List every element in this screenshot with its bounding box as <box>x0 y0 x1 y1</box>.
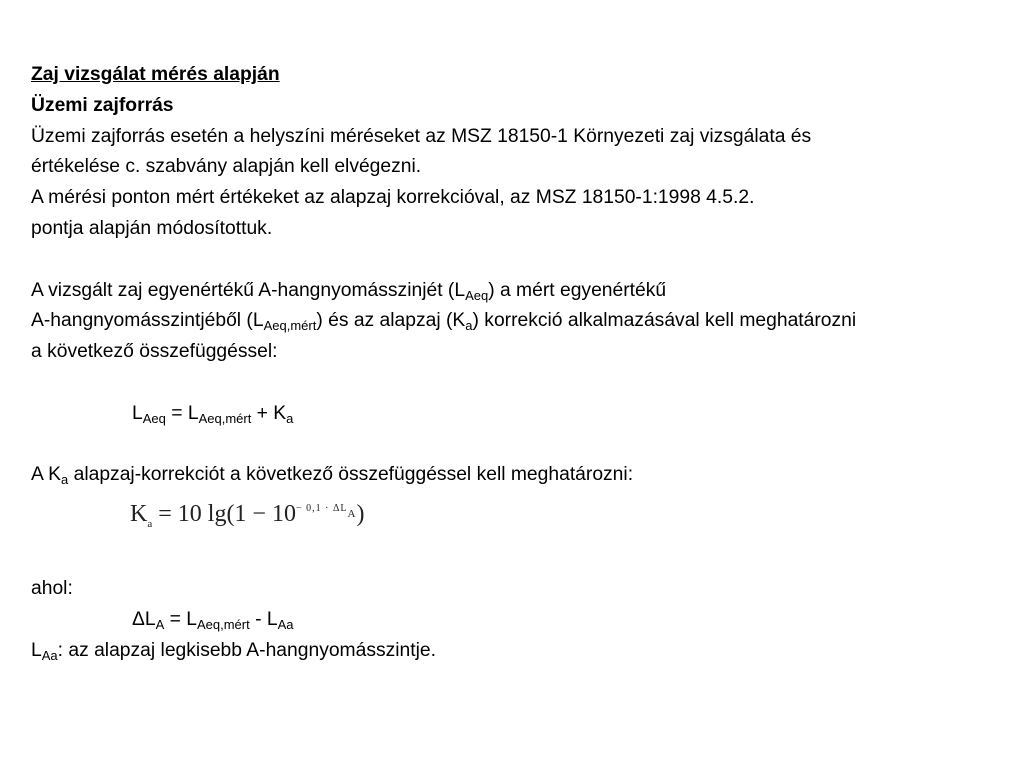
paragraph-line: A-hangnyomásszintjéből $(L_{Aeq,mért})$ és az alapzaj $(K_a)$ korrekció alkalmazásával kell meghatározni <box>31 310 857 334</box>
paragraph-line: A vizsgált zaj egyenértékű A-hangnyomásszinjét $(L_{Aeq})$ a mért egyenértékű <box>31 279 667 303</box>
paragraph-line: értékelése c. szabvány alapján kell elvégezni. <box>31 156 422 178</box>
paragraph-line: a következő összefüggéssel: <box>31 341 278 363</box>
paragraph-line: pontja alapján módosítottuk. <box>31 217 273 239</box>
section-subtitle: Üzemi zajforrás <box>31 94 174 116</box>
paragraph-line: A mérési ponton mért értékeket az alapzaj korrekcióval, az MSZ 18150-1:1998 4.5.2. <box>31 187 755 209</box>
formula-ka-image: $K_a = 10$ $\lg(1 - 10^{- 0,1 \cdot \Delta L_A})$ <box>130 501 365 531</box>
spacer <box>31 245 1021 276</box>
paragraph-line: A $K_a$ alapzaj-korrekciót a következő összefüggéssel kell meghatározni: <box>31 464 634 488</box>
slide-title: Zaj vizsgálat mérés alapján <box>31 64 280 85</box>
spacer <box>31 368 1021 399</box>
formula-delta-la: $\Delta L_A = L_{Aeq,mért} - L_{Aa}$ <box>132 608 294 632</box>
formula-laeq: $L_{Aeq} = L_{Aeq,mért} + K_a$ <box>132 402 294 426</box>
ahol-label: ahol: <box>31 577 73 599</box>
paragraph-line: Üzemi zajforrás esetén a helyszíni méréseket az MSZ 18150-1 Környezeti zaj vizsgálata és <box>31 125 812 147</box>
spacer <box>31 430 1021 461</box>
definition-laa: $L_{Aa}$: az alapzaj legkisebb A-hangnyomásszintje. <box>31 639 436 663</box>
slide-content <box>31 60 1021 666</box>
spacer <box>31 543 1021 574</box>
